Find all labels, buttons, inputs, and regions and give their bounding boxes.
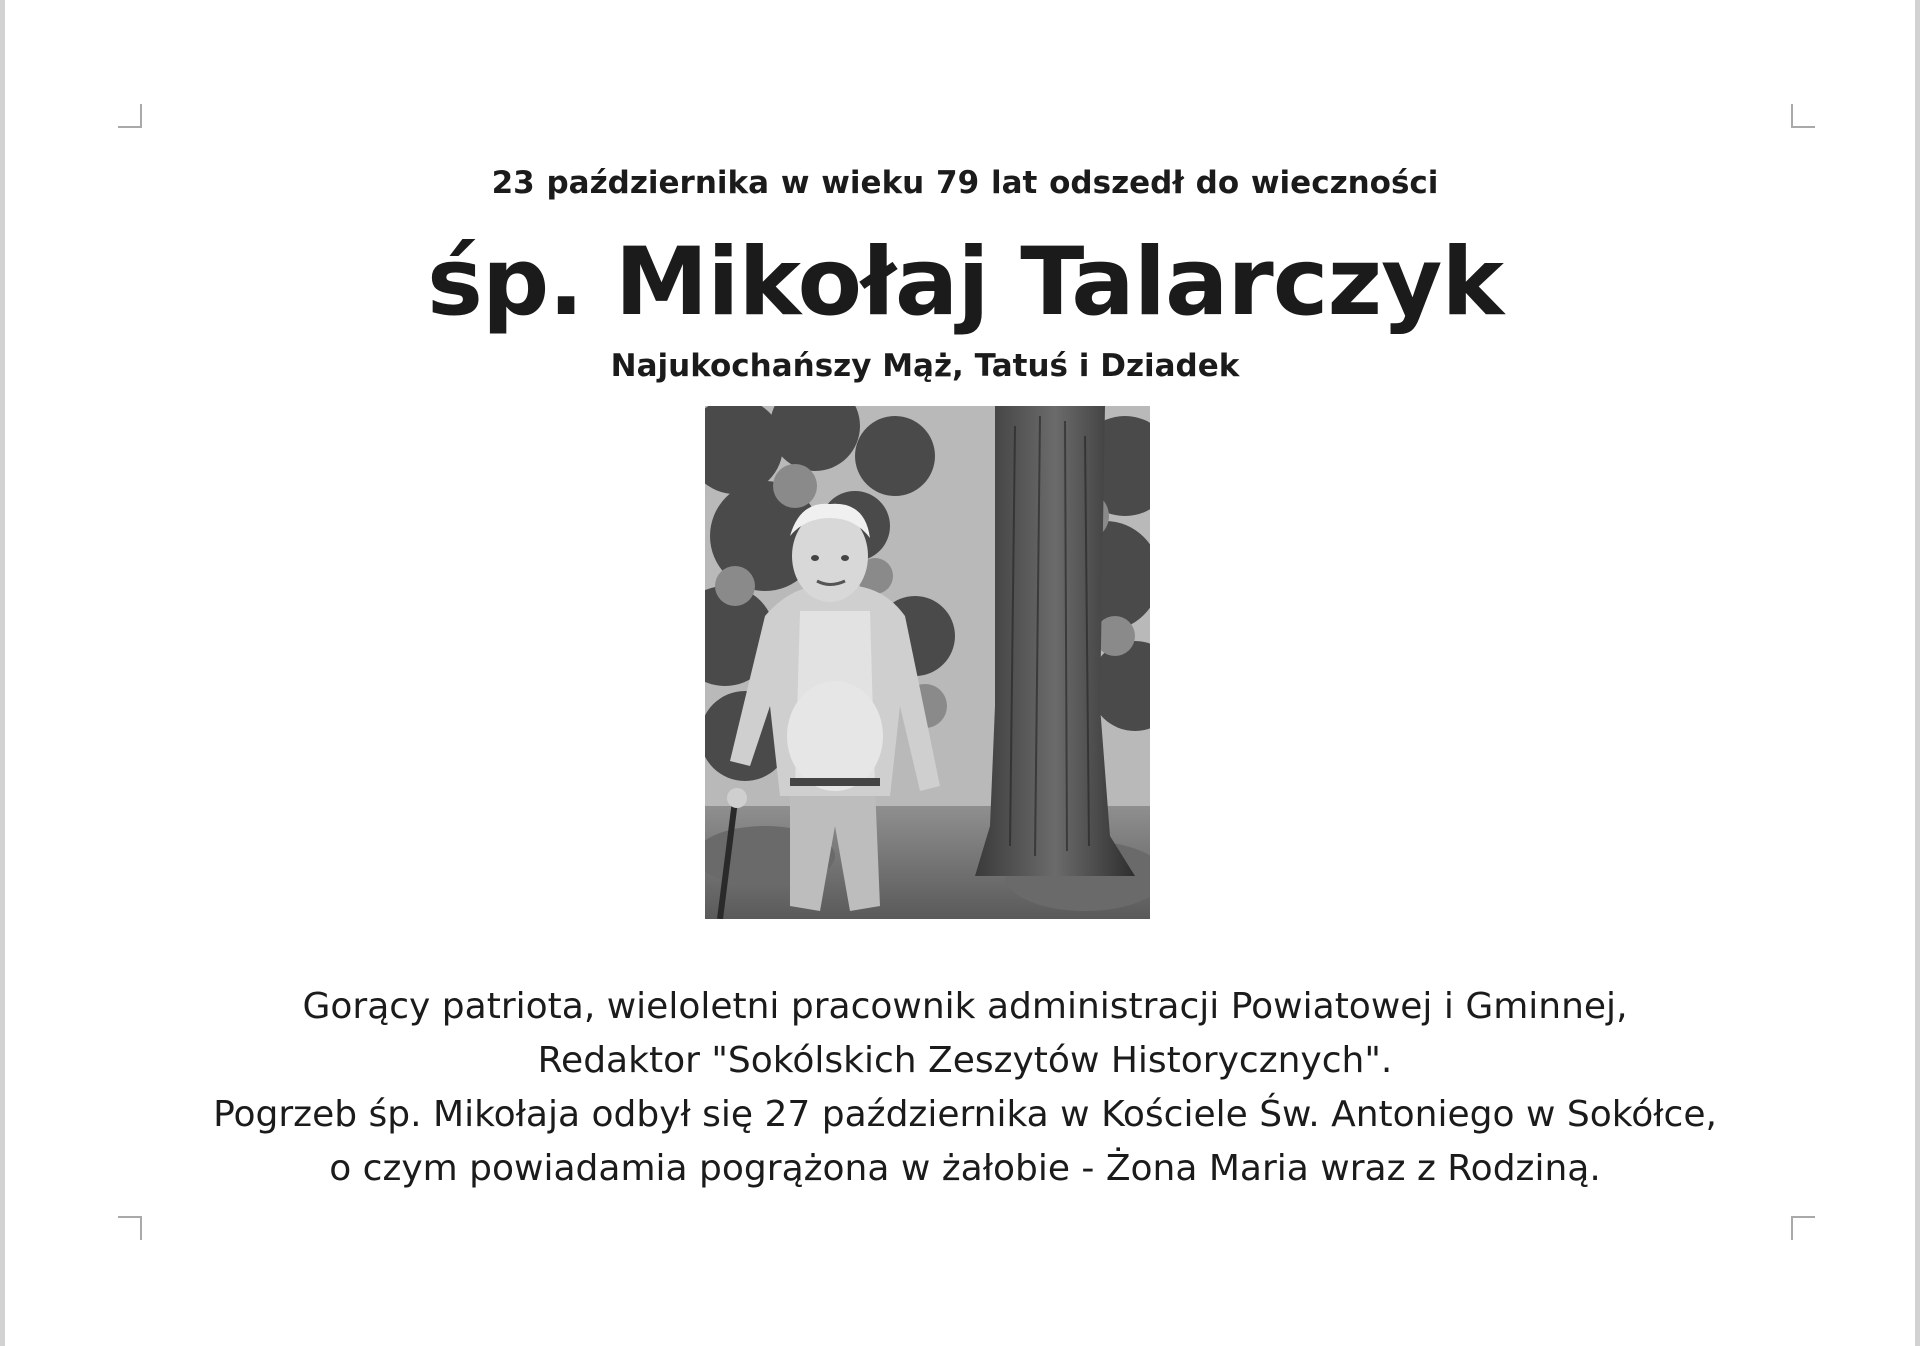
family-relation-line: Najukochańszy Mąż, Tatuś i Dziadek xyxy=(610,348,1240,384)
portrait-photo-icon xyxy=(705,406,1150,919)
portrait-photo xyxy=(705,406,1150,919)
biography-text xyxy=(5,980,1920,1196)
funeral-line-2: o czym powiadamia pogrążona w żałobie - Żona Maria wraz z Rodziną. xyxy=(329,1148,1601,1189)
crop-mark-top-left xyxy=(118,104,142,128)
funeral-line-1: Pogrzeb śp. Mikołaja odbył się 27 października w Kościele Św. Antoniego w Sokółce, xyxy=(213,1094,1717,1135)
crop-mark-bottom-right xyxy=(1791,1216,1815,1240)
biography-line-1: Gorący patriota, wieloletni pracownik administracji Powiatowej i Gminnej, xyxy=(302,986,1628,1027)
deceased-name: śp. Mikołaj Talarczyk xyxy=(427,228,1503,337)
crop-mark-top-right xyxy=(1791,104,1815,128)
crop-mark-bottom-left xyxy=(118,1216,142,1240)
death-announcement-line: 23 października w wieku 79 lat odszedł do wieczności xyxy=(491,165,1439,201)
biography-line-2: Redaktor "Sokólskich Zeszytów Historycznych". xyxy=(537,1040,1393,1081)
